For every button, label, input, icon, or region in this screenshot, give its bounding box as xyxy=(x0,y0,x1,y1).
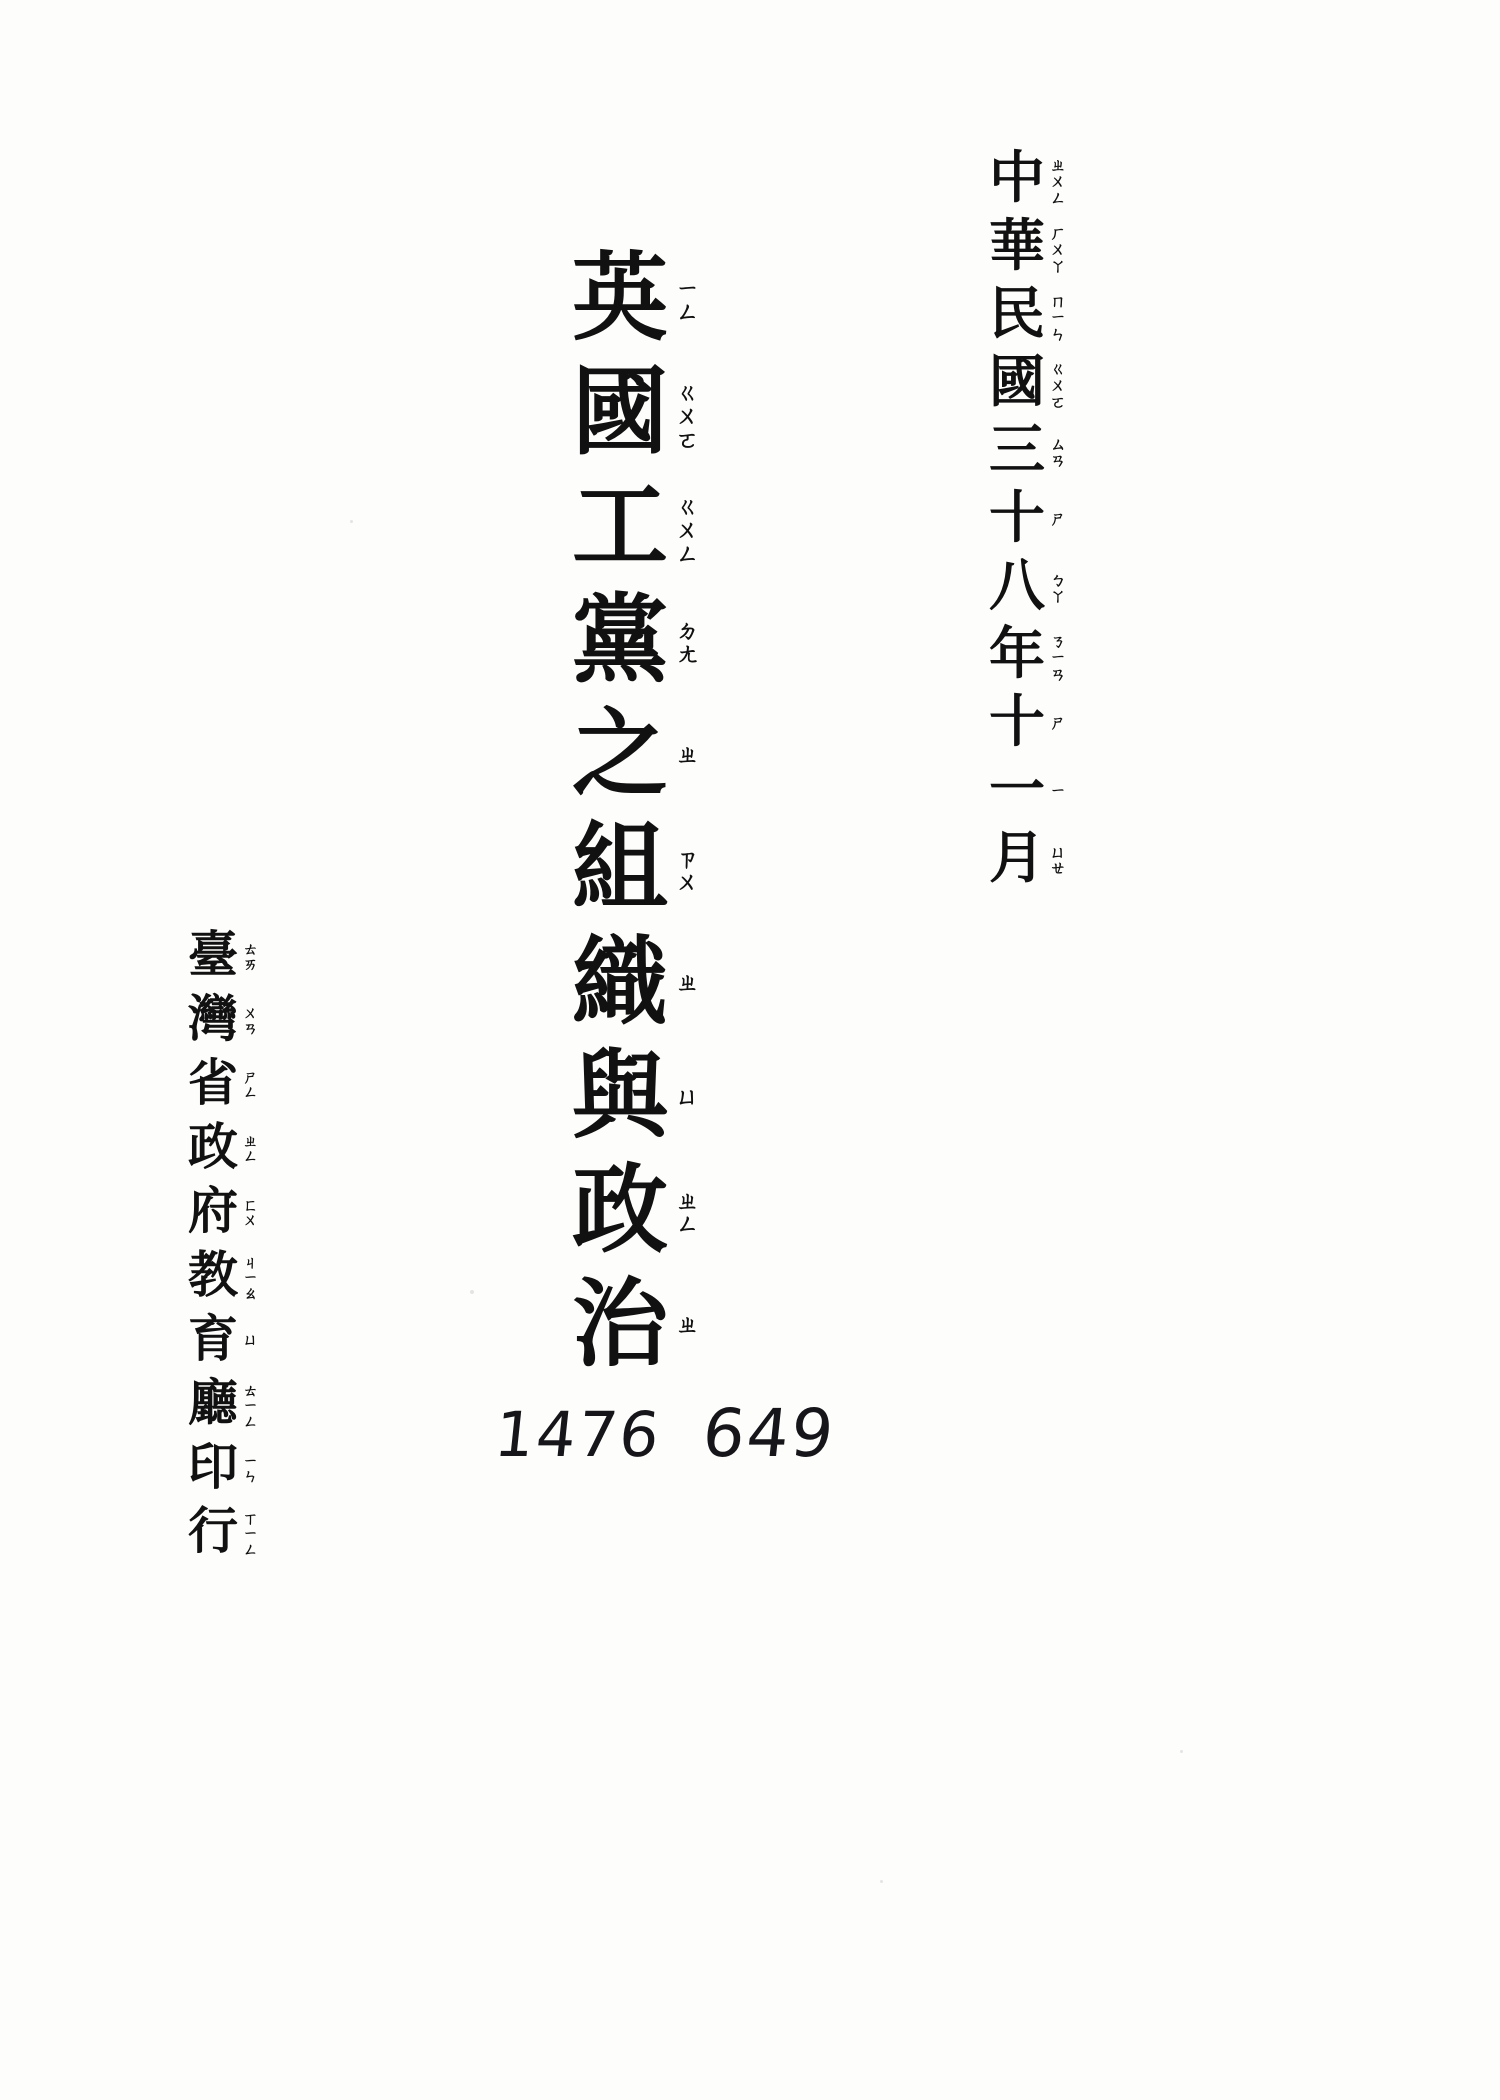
title-ruby-mark: ㄉ xyxy=(676,618,699,645)
date-ruby-mark: ㄏ xyxy=(1050,223,1067,243)
date-ruby xyxy=(1050,225,1066,274)
date-char: 年 ㄋ ㄧ ㄢ xyxy=(989,621,1067,687)
date-ruby xyxy=(1050,572,1066,605)
publisher-line xyxy=(180,925,259,1570)
date-ruby-mark: ㄚ xyxy=(1050,256,1067,276)
publisher-char: 教 ㄐ ㄧ ㄠ xyxy=(188,1245,259,1304)
date-char: 一 ㄧ xyxy=(989,757,1067,823)
date-ruby xyxy=(1050,436,1066,469)
title-ruby-mark: ㄤ xyxy=(676,641,699,668)
publisher-ruby xyxy=(243,1253,259,1303)
publisher-ruby-mark: ㄕ xyxy=(243,1068,259,1087)
book-title xyxy=(560,241,699,1390)
publisher-ruby xyxy=(243,1134,258,1165)
date-ruby-mark: ㄧ xyxy=(1050,781,1067,801)
publisher-char: 印 ㄧ ㄣ xyxy=(188,1437,259,1496)
title-char: 組 ㄗ ㄨ xyxy=(572,811,699,924)
call-number-annotation xyxy=(491,1395,840,1472)
date-ruby xyxy=(1050,361,1066,410)
title-ruby-mark: ㄛ xyxy=(676,427,699,454)
publisher-ruby-mark: ㄥ xyxy=(243,1147,259,1166)
title-ruby-mark: ㄍ xyxy=(676,380,699,407)
date-char: 三 ㄙ ㄢ xyxy=(989,417,1067,483)
publisher-char: 臺 ㄊ ㄞ xyxy=(188,925,259,984)
title-ruby-mark: ㄓ xyxy=(676,970,699,997)
date-ruby-mark: ㄛ xyxy=(1050,392,1067,412)
publisher-ruby xyxy=(243,1454,258,1485)
publisher-ruby-mark: ㄊ xyxy=(243,940,259,959)
title-ruby-mark: ㄓ xyxy=(676,1188,699,1215)
date-char: 月 ㄩ ㄝ xyxy=(989,825,1067,891)
date-ruby xyxy=(1050,715,1066,731)
publisher-ruby-mark: ㄧ xyxy=(243,1525,259,1544)
title-ruby xyxy=(676,1190,699,1237)
date-ruby-mark: ㄕ xyxy=(1050,713,1067,733)
publisher-ruby xyxy=(243,1509,259,1559)
title-char: 之 ㄓ xyxy=(572,697,699,810)
publisher-ruby-mark: ㄧ xyxy=(243,1397,259,1416)
publisher-ruby-mark: ㄥ xyxy=(243,1083,259,1102)
publisher-ruby-mark: ㄞ xyxy=(243,955,259,974)
title-ruby xyxy=(676,382,699,452)
date-ruby xyxy=(1050,293,1066,342)
publisher-ruby xyxy=(243,1330,259,1349)
publisher-char: 行 ㄒ ㄧ ㄥ xyxy=(188,1501,259,1560)
date-ruby-mark: ㄢ xyxy=(1050,450,1067,470)
title-char: 工 ㄍ ㄨ ㄥ xyxy=(572,469,699,582)
date-ruby-mark: ㄙ xyxy=(1050,434,1067,454)
date-line xyxy=(980,145,1067,898)
date-ruby-mark: ㄥ xyxy=(1050,188,1067,208)
title-ruby-mark: ㄧ xyxy=(676,276,699,303)
title-ruby xyxy=(676,620,699,667)
date-ruby-mark: ㄧ xyxy=(1050,647,1067,667)
publisher-ruby-mark: ㄈ xyxy=(243,1196,259,1215)
scan-speck xyxy=(880,1880,883,1883)
title-ruby xyxy=(676,1086,699,1109)
publisher-ruby xyxy=(243,1070,258,1101)
publisher-ruby-mark: ㄐ xyxy=(243,1253,259,1272)
publisher-char: 育 ㄩ xyxy=(188,1309,259,1368)
date-char: 八 ㄅ ㄚ xyxy=(989,553,1067,619)
publisher-ruby-mark: ㄠ xyxy=(243,1284,259,1303)
publisher-ruby-mark: ㄣ xyxy=(243,1467,259,1486)
publisher-ruby-mark: ㄧ xyxy=(243,1269,259,1288)
date-char: 國 ㄍ ㄨ ㄛ xyxy=(989,349,1067,415)
date-ruby-mark: ㄣ xyxy=(1050,324,1067,344)
publisher-char: 灣 ㄨ ㄢ xyxy=(188,989,259,1048)
publisher-char: 政 ㄓ ㄥ xyxy=(188,1117,259,1176)
date-char: 十 ㄕ xyxy=(989,485,1067,551)
publisher-ruby-mark: ㄒ xyxy=(243,1509,259,1528)
date-ruby-mark: ㄢ xyxy=(1050,664,1067,684)
publisher-char: 府 ㄈ ㄨ xyxy=(188,1181,259,1240)
date-ruby-mark: ㄇ xyxy=(1050,291,1067,311)
title-ruby-mark: ㄗ xyxy=(676,846,699,873)
publisher-ruby-mark: ㄧ xyxy=(243,1452,259,1471)
publisher-ruby-mark: ㄩ xyxy=(243,1330,259,1349)
date-char: 華 ㄏ ㄨ ㄚ xyxy=(989,213,1067,279)
title-char: 織 ㄓ xyxy=(572,925,699,1038)
title-ruby-mark: ㄨ xyxy=(676,869,699,896)
title-ruby xyxy=(676,848,699,895)
title-ruby xyxy=(676,496,699,566)
title-ruby-mark: ㄍ xyxy=(676,494,699,521)
publisher-ruby xyxy=(243,1381,259,1431)
date-ruby-mark: ㄨ xyxy=(1050,171,1067,191)
date-char: 十 ㄕ xyxy=(989,689,1067,755)
publisher-ruby xyxy=(243,1198,258,1229)
title-ruby-mark: ㄥ xyxy=(676,541,699,568)
date-ruby-mark: ㄧ xyxy=(1050,307,1067,327)
scan-speck xyxy=(350,520,353,523)
date-char: 民 ㄇ ㄧ ㄣ xyxy=(989,281,1067,347)
title-ruby xyxy=(676,278,699,325)
date-ruby-mark: ㄨ xyxy=(1050,375,1067,395)
date-ruby-mark: ㄓ xyxy=(1050,155,1067,175)
publisher-ruby-mark: ㄥ xyxy=(243,1412,259,1431)
publisher-ruby-mark: ㄥ xyxy=(243,1540,259,1559)
publisher-ruby-mark: ㄨ xyxy=(243,1004,259,1023)
title-ruby-mark: ㄥ xyxy=(676,1211,699,1238)
publisher-ruby-mark: ㄊ xyxy=(243,1381,259,1400)
call-number-first: 1476 xyxy=(491,1398,665,1471)
title-ruby xyxy=(676,972,699,995)
date-ruby xyxy=(1050,633,1066,682)
publisher-ruby xyxy=(243,1006,258,1037)
title-ruby-mark: ㄓ xyxy=(676,742,699,769)
title-ruby-mark: ㄨ xyxy=(676,517,699,544)
title-char: 政 ㄓ ㄥ xyxy=(572,1153,699,1266)
title-ruby xyxy=(676,744,699,767)
title-ruby-mark: ㄨ xyxy=(676,403,699,430)
title-char: 英 ㄧ ㄥ xyxy=(572,241,699,354)
date-ruby-mark: ㄩ xyxy=(1050,842,1067,862)
publisher-ruby-mark: ㄨ xyxy=(243,1211,259,1230)
publisher-ruby xyxy=(243,942,258,973)
title-ruby-mark: ㄩ xyxy=(676,1084,699,1111)
date-ruby-mark: ㄚ xyxy=(1050,586,1067,606)
date-ruby xyxy=(1050,157,1066,206)
call-number-second: 649 xyxy=(698,1395,840,1472)
date-ruby-mark: ㄕ xyxy=(1050,509,1067,529)
date-ruby-mark: ㄅ xyxy=(1050,570,1067,590)
date-ruby xyxy=(1050,783,1066,799)
date-ruby-mark: ㄨ xyxy=(1050,239,1067,259)
date-char: 中 ㄓ ㄨ ㄥ xyxy=(989,145,1067,211)
title-char: 治 ㄓ xyxy=(572,1267,699,1380)
date-ruby xyxy=(1050,844,1066,877)
date-ruby-mark: ㄋ xyxy=(1050,631,1067,651)
publisher-char: 廳 ㄊ ㄧ ㄥ xyxy=(188,1373,259,1432)
publisher-ruby-mark: ㄢ xyxy=(243,1019,259,1038)
publisher-char: 省 ㄕ ㄥ xyxy=(188,1053,259,1112)
title-ruby xyxy=(676,1314,699,1337)
scan-speck xyxy=(470,1290,474,1294)
title-char: 黨 ㄉ ㄤ xyxy=(572,583,699,696)
date-ruby-mark: ㄝ xyxy=(1050,858,1067,878)
title-ruby-mark: ㄥ xyxy=(676,299,699,326)
title-ruby-mark: ㄓ xyxy=(676,1312,699,1339)
publisher-ruby-mark: ㄓ xyxy=(243,1132,259,1151)
title-char: 與 ㄩ xyxy=(572,1039,699,1152)
title-char: 國 ㄍ ㄨ ㄛ xyxy=(572,355,699,468)
date-ruby xyxy=(1050,511,1066,527)
date-ruby-mark: ㄍ xyxy=(1050,359,1067,379)
scan-speck xyxy=(1180,1750,1183,1753)
